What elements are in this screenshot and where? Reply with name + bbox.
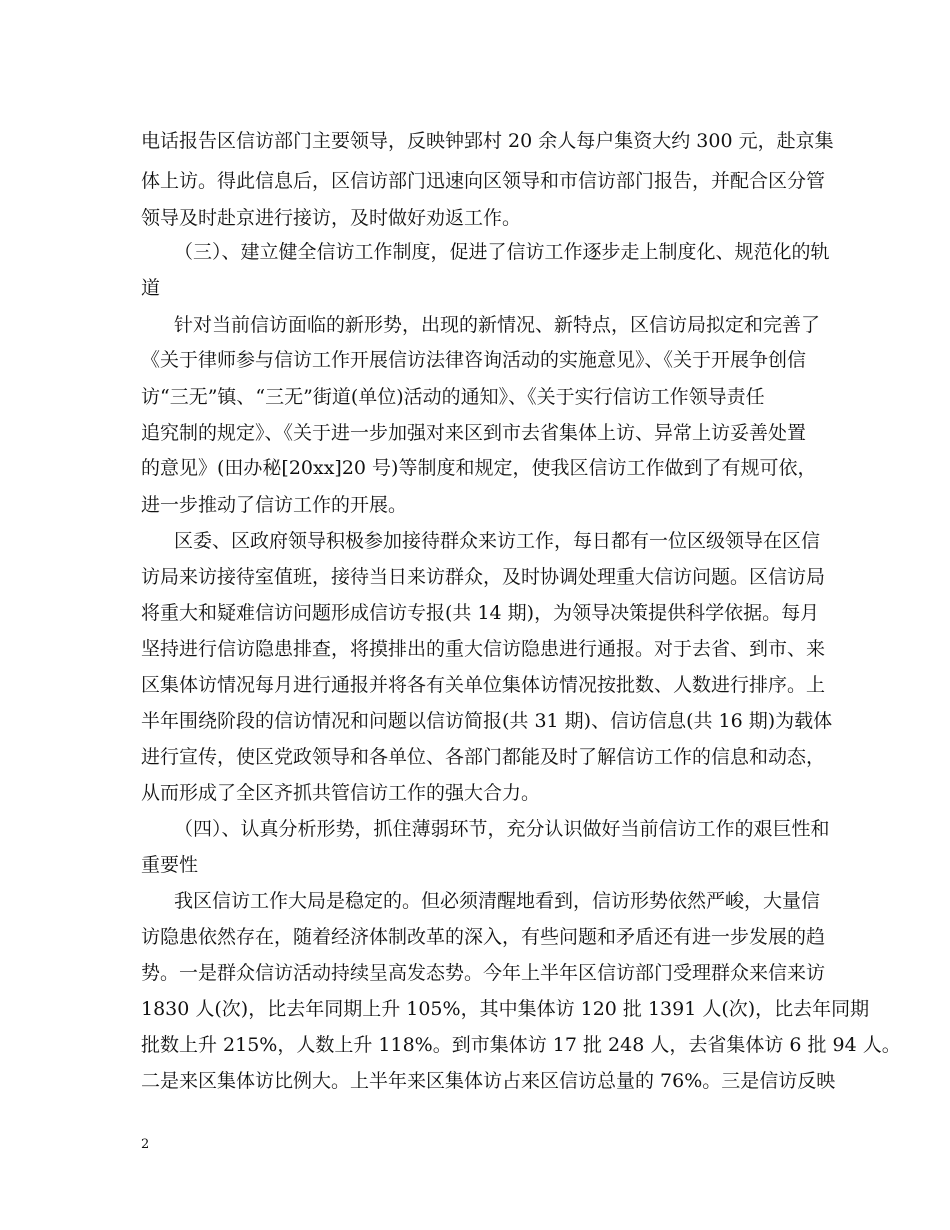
section-heading: （四）、认真分析形势，抓住薄弱环节，充分认识做好当前信访工作的艰巨性和 bbox=[174, 818, 830, 840]
section-heading: 道 bbox=[141, 277, 161, 299]
section-heading: 重要性 bbox=[141, 854, 199, 876]
text-line: 势。一是群众信访活动持续呈高发态势。今年上半年区信访部门受理群众来信来访 bbox=[141, 962, 826, 984]
text-line: 二是来区集体访比例大。上半年来区集体访占来区信访总量的 76%。三是信访反映 bbox=[141, 1070, 836, 1092]
text-line: 访“三无”镇、“三无”街道(单位)活动的通知》、《关于实行信访工作领导责任 bbox=[141, 386, 765, 408]
text-line: 批数上升 215%，人数上升 118%。到市集体访 17 批 248 人，去省集体访 6 批 94 人。 bbox=[141, 1034, 901, 1056]
text-line: 访局来访接待室值班，接待当日来访群众，及时协调处理重大信访问题。区信访局 bbox=[141, 566, 826, 588]
text-line: 的意见》(田办秘[20xx]20 号)等制度和规定，使我区信访工作做到了有规可依， bbox=[141, 457, 817, 479]
text-line: 进一步推动了信访工作的开展。 bbox=[141, 494, 408, 516]
text-line: 领导及时赴京进行接访，及时做好劝返工作。 bbox=[141, 207, 522, 229]
text-line: 《关于律师参与信访工作开展信访法律咨询活动的实施意见》、《关于开展争创信 bbox=[141, 349, 807, 371]
text-line: 访隐患依然存在，随着经济体制改革的深入，有些问题和矛盾还有进一步发展的趋 bbox=[141, 926, 826, 948]
text-line: 区集体访情况每月进行通报并将各有关单位集体访情况按批数、人数进行排序。上 bbox=[141, 674, 826, 696]
text-line: 我区信访工作大局是稳定的。但必须清醒地看到，信访形势依然严峻，大量信 bbox=[174, 890, 821, 912]
text-line: 1830 人(次)，比去年同期上升 105%，其中集体访 120 批 1391 人(次)，比去年同期 bbox=[141, 998, 870, 1020]
text-line: 针对当前信访面临的新形势，出现的新情况、新特点，区信访局拟定和完善了 bbox=[174, 314, 821, 336]
section-heading: （三）、建立健全信访工作制度，促进了信访工作逐步走上制度化、规范化的轨 bbox=[174, 241, 830, 263]
text-line: 坚持进行信访隐患排查，将摸排出的重大信访隐患进行通报。对于去省、到市、来 bbox=[141, 638, 826, 660]
text-line: 将重大和疑难信访问题形成信访专报(共 14 期)，为领导决策提供科学依据。每月 bbox=[141, 602, 820, 624]
text-line: 从而形成了全区齐抓共管信访工作的强大合力。 bbox=[141, 782, 541, 804]
text-line: 体上访。得此信息后，区信访部门迅速向区领导和市信访部门报告，并配合区分管 bbox=[141, 170, 826, 192]
text-line: 追究制的规定》、《关于进一步加强对来区到市去省集体上访、异常上访妥善处置 bbox=[141, 422, 807, 444]
text-line: 半年围绕阶段的信访情况和问题以信访简报(共 31 期)、信访信息(共 16 期)为载体 bbox=[141, 710, 833, 732]
text-line: 电话报告区信访部门主要领导，反映钟郢村 20 余人每户集资大约 300 元，赴京集 bbox=[141, 130, 834, 152]
text-line: 区委、区政府领导积极参加接待群众来访工作，每日都有一位区级领导在区信 bbox=[174, 530, 821, 552]
page-number: 2 bbox=[141, 1137, 150, 1152]
text-line: 进行宣传，使区党政领导和各单位、各部门都能及时了解信访工作的信息和动态， bbox=[141, 746, 826, 768]
